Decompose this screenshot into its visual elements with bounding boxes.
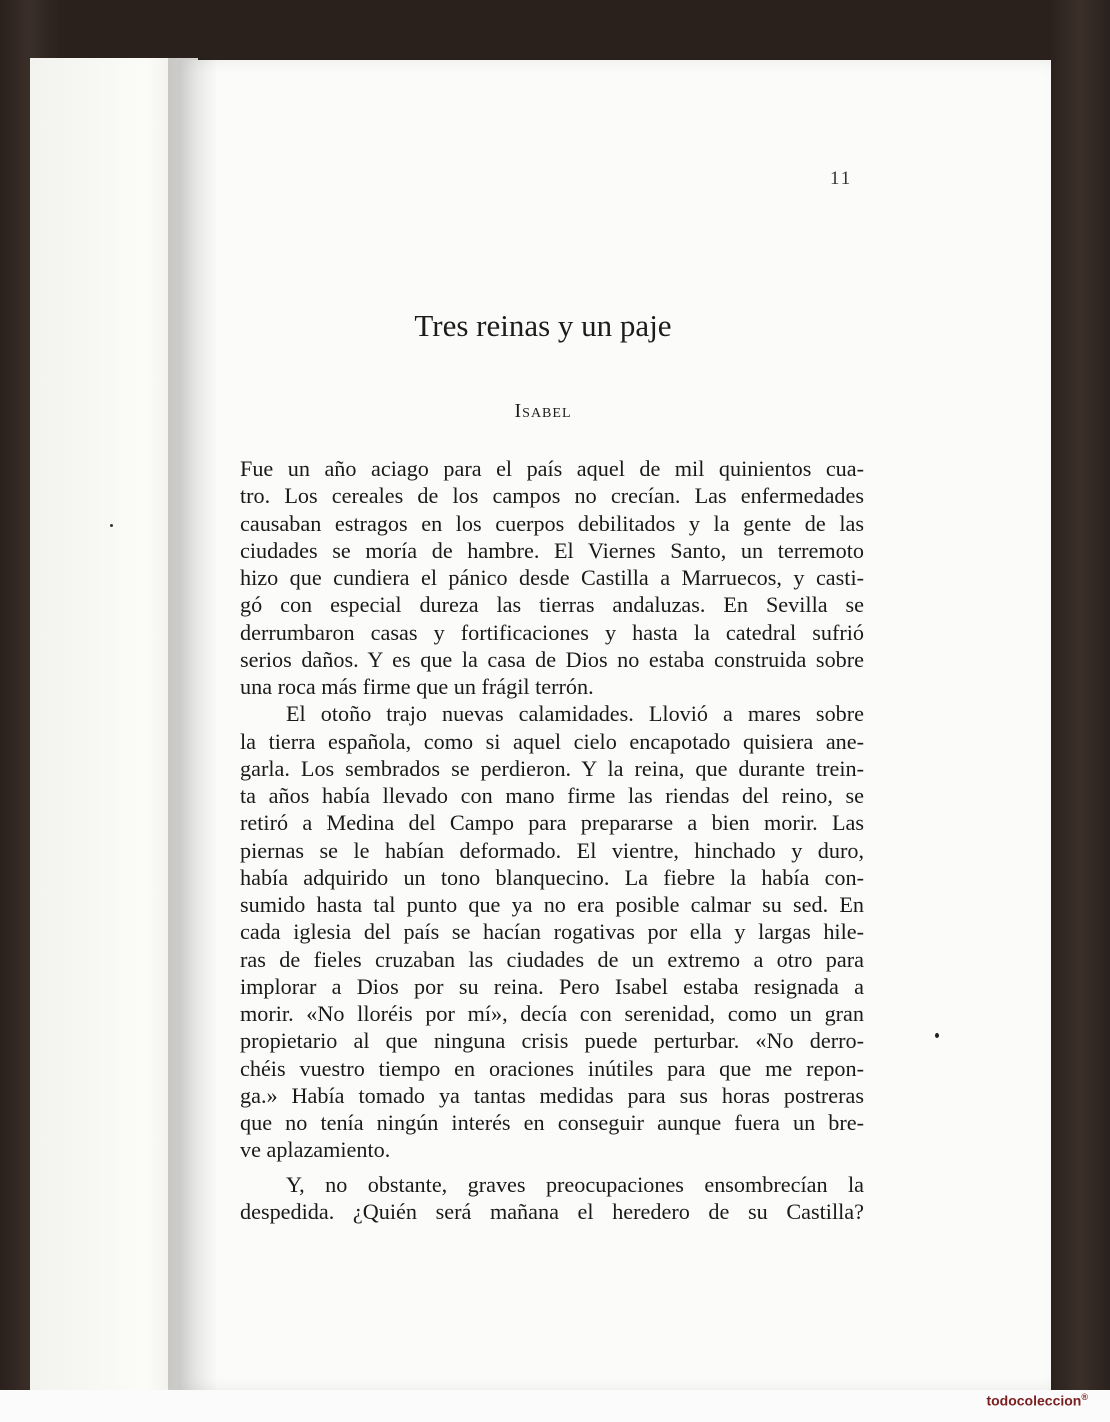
watermark-logo: [986, 1392, 1088, 1409]
text-line: garla. Los sembrados se perdieron. Y la reina, que durante trein-: [240, 755, 864, 781]
text-line: causaban estragos en los cuerpos debilitados y la gente de las: [240, 510, 864, 536]
text-line: que no tenía ningún interés en conseguir aunque fuera un bre-: [240, 1110, 864, 1135]
text-line: ta años había llevado con mano firme las riendas del reino, se: [240, 783, 864, 808]
text-line: chéis vuestro tiempo en oraciones inútiles para que me repon-: [240, 1055, 864, 1081]
watermark-text: todocoleccion: [986, 1392, 1082, 1409]
text-line: la tierra española, como si aquel cielo encapotado quisiera ane-: [240, 728, 864, 754]
text-line: piernas se le habían deformado. El vientre, hinchado y duro,: [240, 837, 864, 863]
text-line: El otoño trajo nuevas calamidades. Llovió a mares sobre: [286, 701, 864, 727]
text-line: ras de fieles cruzaban las ciudades de un extremo a otro para: [240, 946, 864, 972]
body-text: [240, 455, 864, 1225]
paragraph-1: [240, 455, 864, 700]
text-line: Y, no obstante, graves preocupaciones ensombrecían la: [286, 1171, 864, 1197]
paragraph-gap: [240, 1164, 864, 1171]
page-number: 11: [830, 168, 853, 189]
text-line: morir. «No lloréis por mí», decía con serenidad, como un gran: [240, 1001, 864, 1026]
text-line: cada iglesia del país se hacían rogativas por ella y largas hile-: [240, 919, 864, 945]
paragraph-2: [240, 700, 864, 1163]
text-line: sumido hasta tal punto que ya no era posible calmar su sed. En: [240, 892, 864, 917]
text-line: Fue un año aciago para el país aquel de mil quinientos cua-: [240, 456, 864, 481]
text-line: despedida. ¿Quién será mañana el heredero de su Castilla?: [240, 1198, 864, 1224]
text-line: derrumbaron casas y fortificaciones y hasta la catedral sufrió: [240, 619, 864, 645]
text-line: hizo que cundiera el pánico desde Castilla a Marruecos, y casti-: [240, 565, 864, 590]
text-line: ciudades se moría de hambre. El Viernes Santo, un terremoto: [240, 537, 864, 563]
text-line: gó con especial dureza las tierras andaluzas. En Sevilla se: [240, 592, 864, 618]
right-page: [178, 60, 1051, 1390]
text-line: tro. Los cereales de los campos no crecían. Las enfermedades: [240, 483, 864, 509]
ink-speck: [110, 524, 113, 527]
book-spine-shadow: [168, 58, 218, 1390]
text-line: implorar a Dios por su reina. Pero Isabel estaba resignada a: [240, 973, 864, 999]
text-line: propietario al que ninguna crisis puede perturbar. «No derro-: [240, 1028, 864, 1054]
section-heading: Isabel: [514, 400, 572, 422]
registered-mark: ®: [1081, 1392, 1088, 1402]
chapter-title: Tres reinas y un paje: [414, 308, 672, 343]
text-line: ve aplazamiento.: [240, 1137, 391, 1163]
text-line: había adquirido un tono blanquecino. La fiebre la había con-: [240, 864, 864, 890]
ink-speck: [935, 1033, 939, 1038]
text-line: una roca más firme que un frágil terrón.: [240, 674, 594, 699]
watermark-strip: [0, 1390, 1110, 1422]
text-line: serios daños. Y es que la casa de Dios no estaba construida sobre: [240, 646, 864, 672]
text-line: retiró a Medina del Campo para prepararse a bien morir. Las: [240, 810, 864, 836]
text-line: ga.» Había tomado ya tantas medidas para sus horas postreras: [240, 1082, 864, 1108]
paragraph-3: [240, 1171, 864, 1226]
